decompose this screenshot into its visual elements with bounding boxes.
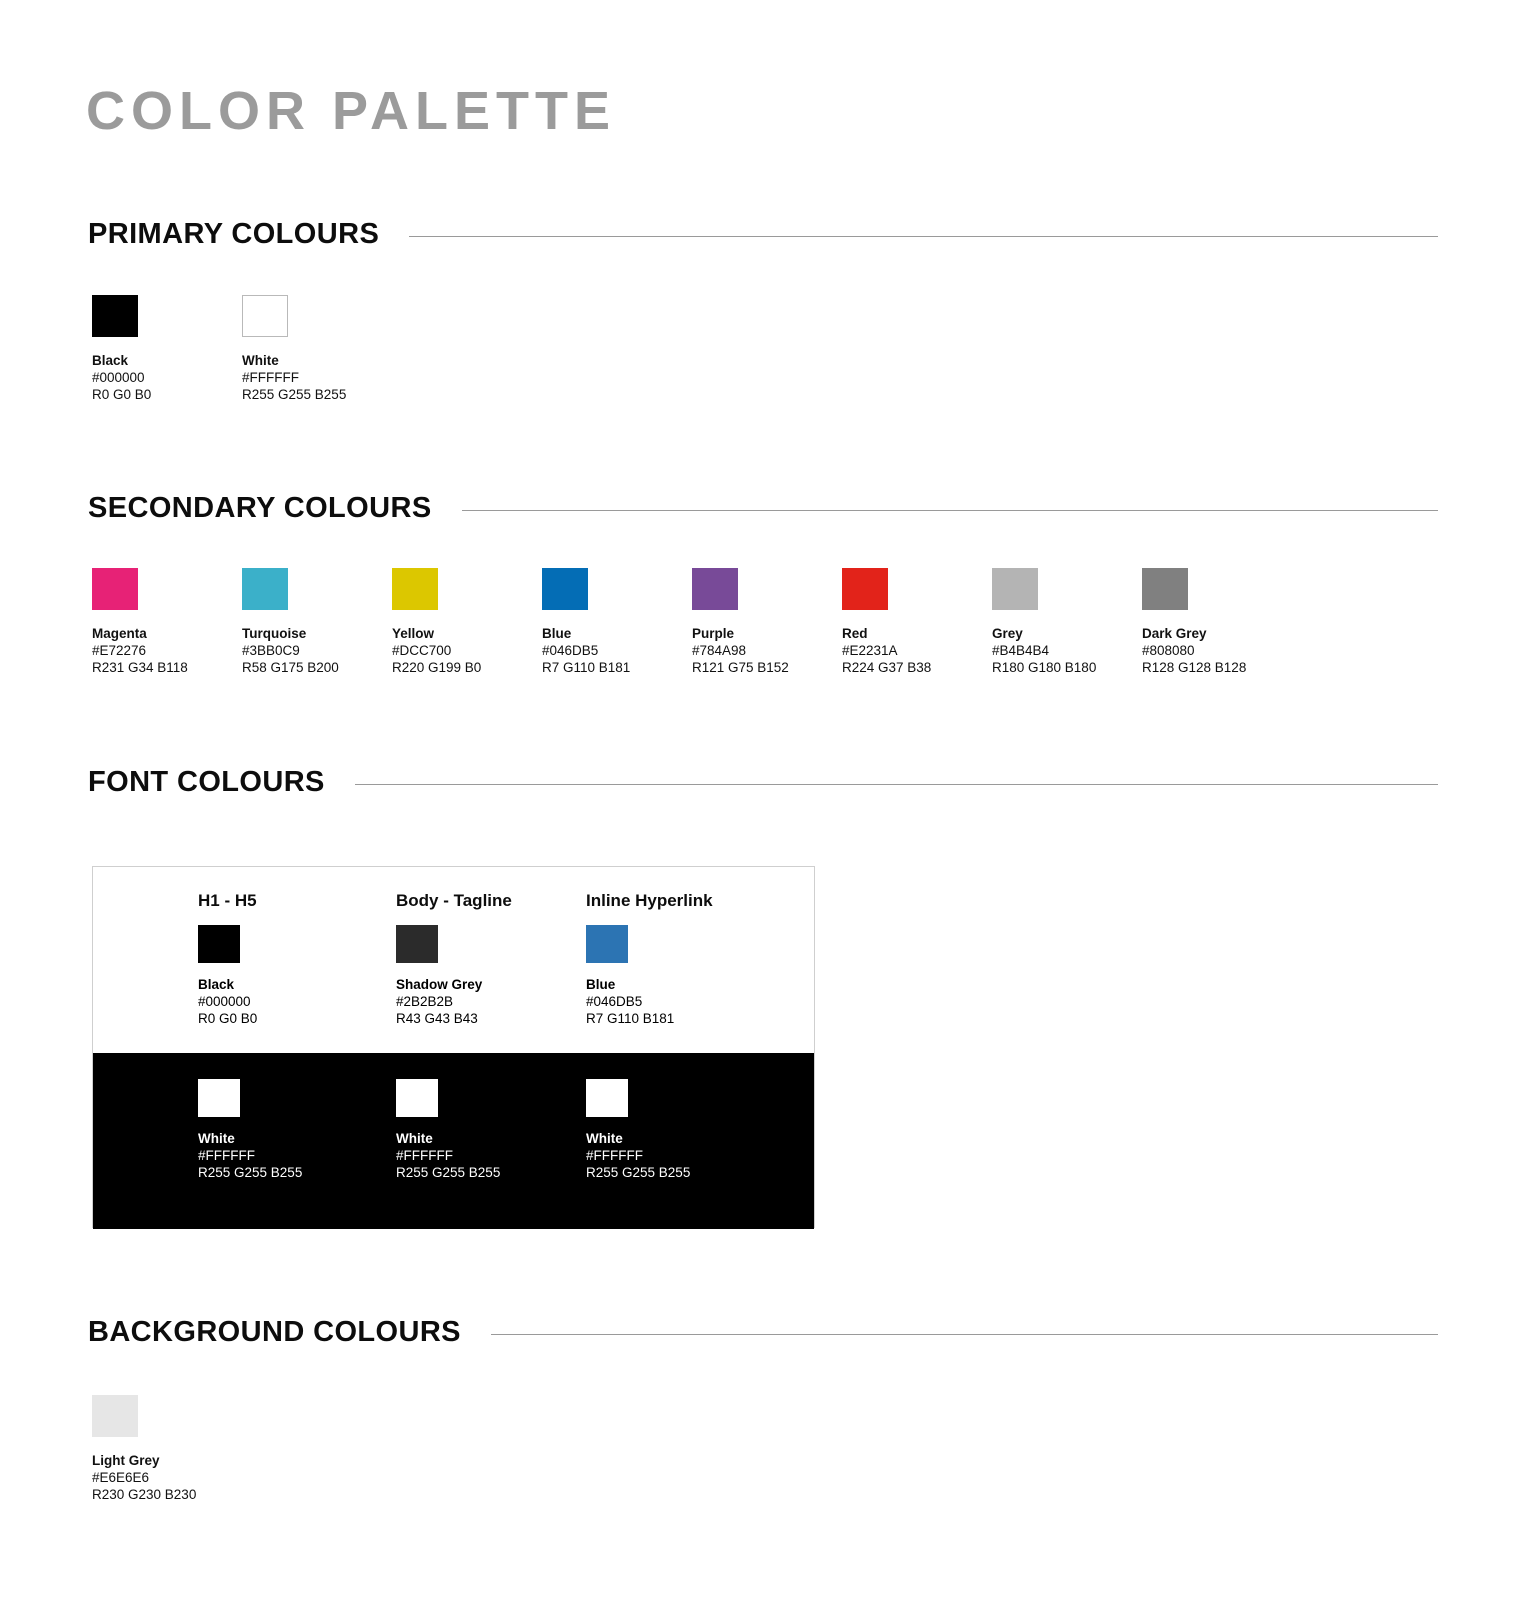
- section-heading-secondary: [88, 492, 1438, 525]
- font-col-title: Body - Tagline: [396, 891, 512, 910]
- section-divider: [409, 236, 1438, 237]
- swatch-name: White: [586, 1131, 623, 1146]
- swatch-rgb: R255 G255 B255: [396, 1165, 501, 1180]
- swatch-rgb: R255 G255 B255: [586, 1165, 691, 1180]
- section-heading-background: [88, 1316, 1438, 1349]
- swatch-item: [392, 568, 542, 676]
- swatch-text: [242, 352, 392, 403]
- swatch-hex: #000000: [198, 994, 251, 1009]
- color-chip: [692, 568, 738, 610]
- swatch-item: [692, 568, 842, 676]
- swatch-hex: #2B2B2B: [396, 994, 454, 1009]
- swatch-rgb: R128 G128 B128: [1142, 660, 1247, 675]
- color-chip: [242, 568, 288, 610]
- swatch-item: [92, 1395, 242, 1503]
- swatch-item: [842, 568, 992, 676]
- swatch-text: [992, 625, 1142, 676]
- font-col-h1-h5-dark: [198, 1079, 418, 1181]
- swatch-hex: #046DB5: [586, 994, 643, 1009]
- color-chip: [92, 1395, 138, 1437]
- swatch-item: [242, 568, 392, 676]
- swatch-hex: #808080: [1142, 643, 1195, 658]
- font-col-body-tagline: [396, 891, 616, 1027]
- color-chip: [542, 568, 588, 610]
- swatch-name: Light Grey: [92, 1453, 160, 1468]
- swatch-hex: #FFFFFF: [198, 1148, 255, 1163]
- swatch-item: [992, 568, 1142, 676]
- swatch-item: [1142, 568, 1292, 676]
- swatch-name: Magenta: [92, 626, 147, 641]
- swatch-name: Purple: [692, 626, 735, 641]
- swatch-rgb: R180 G180 B180: [992, 660, 1097, 675]
- swatch-text: [396, 1130, 616, 1181]
- swatch-name: Shadow Grey: [396, 977, 483, 992]
- swatch-hex: #046DB5: [542, 643, 599, 658]
- color-chip: [1142, 568, 1188, 610]
- swatch-name: Red: [842, 626, 868, 641]
- color-chip: [242, 295, 288, 337]
- font-col-body-tagline-dark: [396, 1079, 616, 1181]
- font-colours-panel: [92, 866, 815, 1228]
- swatch-hex: #000000: [92, 370, 145, 385]
- swatch-name: Dark Grey: [1142, 626, 1207, 641]
- swatch-name: Turquoise: [242, 626, 307, 641]
- section-heading-primary: [88, 218, 1438, 251]
- swatch-text: [92, 625, 242, 676]
- section-heading-secondary-label: SECONDARY COLOURS: [88, 492, 432, 524]
- font-col-h1-h5: [198, 891, 418, 1027]
- swatch-text: [542, 625, 692, 676]
- swatch-hex: #FFFFFF: [586, 1148, 643, 1163]
- swatch-text: [1142, 625, 1292, 676]
- swatch-name: White: [396, 1131, 433, 1146]
- swatch-rgb: R43 G43 B43: [396, 1011, 478, 1026]
- swatch-hex: #3BB0C9: [242, 643, 300, 658]
- swatch-item: [542, 568, 692, 676]
- swatch-rgb: R58 G175 B200: [242, 660, 339, 675]
- color-chip: [92, 295, 138, 337]
- swatch-rgb: R0 G0 B0: [92, 387, 152, 402]
- swatch-rgb: R224 G37 B38: [842, 660, 932, 675]
- page-title: COLOR PALETTE: [86, 81, 616, 141]
- color-chip: [396, 1079, 438, 1117]
- swatch-rgb: R231 G34 B118: [92, 660, 188, 675]
- swatch-rgb: R220 G199 B0: [392, 660, 482, 675]
- font-col-title: H1 - H5: [198, 891, 257, 910]
- section-divider: [462, 510, 1438, 511]
- background-swatch-group: [92, 1395, 242, 1503]
- swatch-name: White: [242, 353, 279, 368]
- swatch-rgb: R0 G0 B0: [198, 1011, 258, 1026]
- section-heading-font: [88, 766, 1438, 799]
- font-panel-dark-row: [93, 1053, 814, 1229]
- font-col-title: Inline Hyperlink: [586, 891, 713, 910]
- section-divider: [355, 784, 1438, 785]
- swatch-text: [198, 976, 418, 1027]
- section-heading-primary-label: PRIMARY COLOURS: [88, 218, 380, 250]
- color-chip: [586, 925, 628, 963]
- swatch-text: [586, 1130, 806, 1181]
- swatch-hex: #E6E6E6: [92, 1470, 150, 1485]
- swatch-text: [692, 625, 842, 676]
- swatch-name: Blue: [542, 626, 572, 641]
- swatch-name: Black: [198, 977, 235, 992]
- swatch-name: Black: [92, 353, 129, 368]
- color-chip: [842, 568, 888, 610]
- swatch-text: [392, 625, 542, 676]
- section-divider: [491, 1334, 1438, 1335]
- swatch-item: [242, 295, 392, 403]
- swatch-hex: #E72276: [92, 643, 147, 658]
- swatch-text: [396, 976, 616, 1027]
- swatch-item: [92, 568, 242, 676]
- swatch-hex: #B4B4B4: [992, 643, 1050, 658]
- section-heading-font-label: FONT COLOURS: [88, 766, 325, 798]
- swatch-rgb: R255 G255 B255: [198, 1165, 303, 1180]
- swatch-rgb: R255 G255 B255: [242, 387, 347, 402]
- swatch-name: Grey: [992, 626, 1023, 641]
- color-chip: [586, 1079, 628, 1117]
- swatch-name: Blue: [586, 977, 616, 992]
- font-panel-light-row: [93, 867, 814, 1053]
- swatch-item: [92, 295, 242, 403]
- swatch-name: White: [198, 1131, 235, 1146]
- color-chip: [92, 568, 138, 610]
- swatch-rgb: R230 G230 B230: [92, 1487, 197, 1502]
- swatch-hex: #DCC700: [392, 643, 452, 658]
- font-col-inline-hyperlink-dark: [586, 1079, 806, 1181]
- swatch-hex: #FFFFFF: [396, 1148, 453, 1163]
- swatch-text: [198, 1130, 418, 1181]
- color-chip: [992, 568, 1038, 610]
- swatch-text: [92, 352, 242, 403]
- swatch-name: Yellow: [392, 626, 435, 641]
- swatch-rgb: R7 G110 B181: [542, 660, 631, 675]
- swatch-text: [842, 625, 992, 676]
- swatch-hex: #FFFFFF: [242, 370, 299, 385]
- color-chip: [198, 1079, 240, 1117]
- swatch-hex: #784A98: [692, 643, 747, 658]
- swatch-hex: #E2231A: [842, 643, 898, 658]
- font-col-inline-hyperlink: [586, 891, 806, 1027]
- swatch-text: [586, 976, 806, 1027]
- color-chip: [392, 568, 438, 610]
- swatch-rgb: R121 G75 B152: [692, 660, 789, 675]
- color-chip: [198, 925, 240, 963]
- primary-swatch-group: [92, 295, 392, 403]
- secondary-swatch-group: [92, 568, 1292, 676]
- swatch-rgb: R7 G110 B181: [586, 1011, 675, 1026]
- swatch-text: [92, 1452, 242, 1503]
- section-heading-background-label: BACKGROUND COLOURS: [88, 1316, 461, 1348]
- color-chip: [396, 925, 438, 963]
- swatch-text: [242, 625, 392, 676]
